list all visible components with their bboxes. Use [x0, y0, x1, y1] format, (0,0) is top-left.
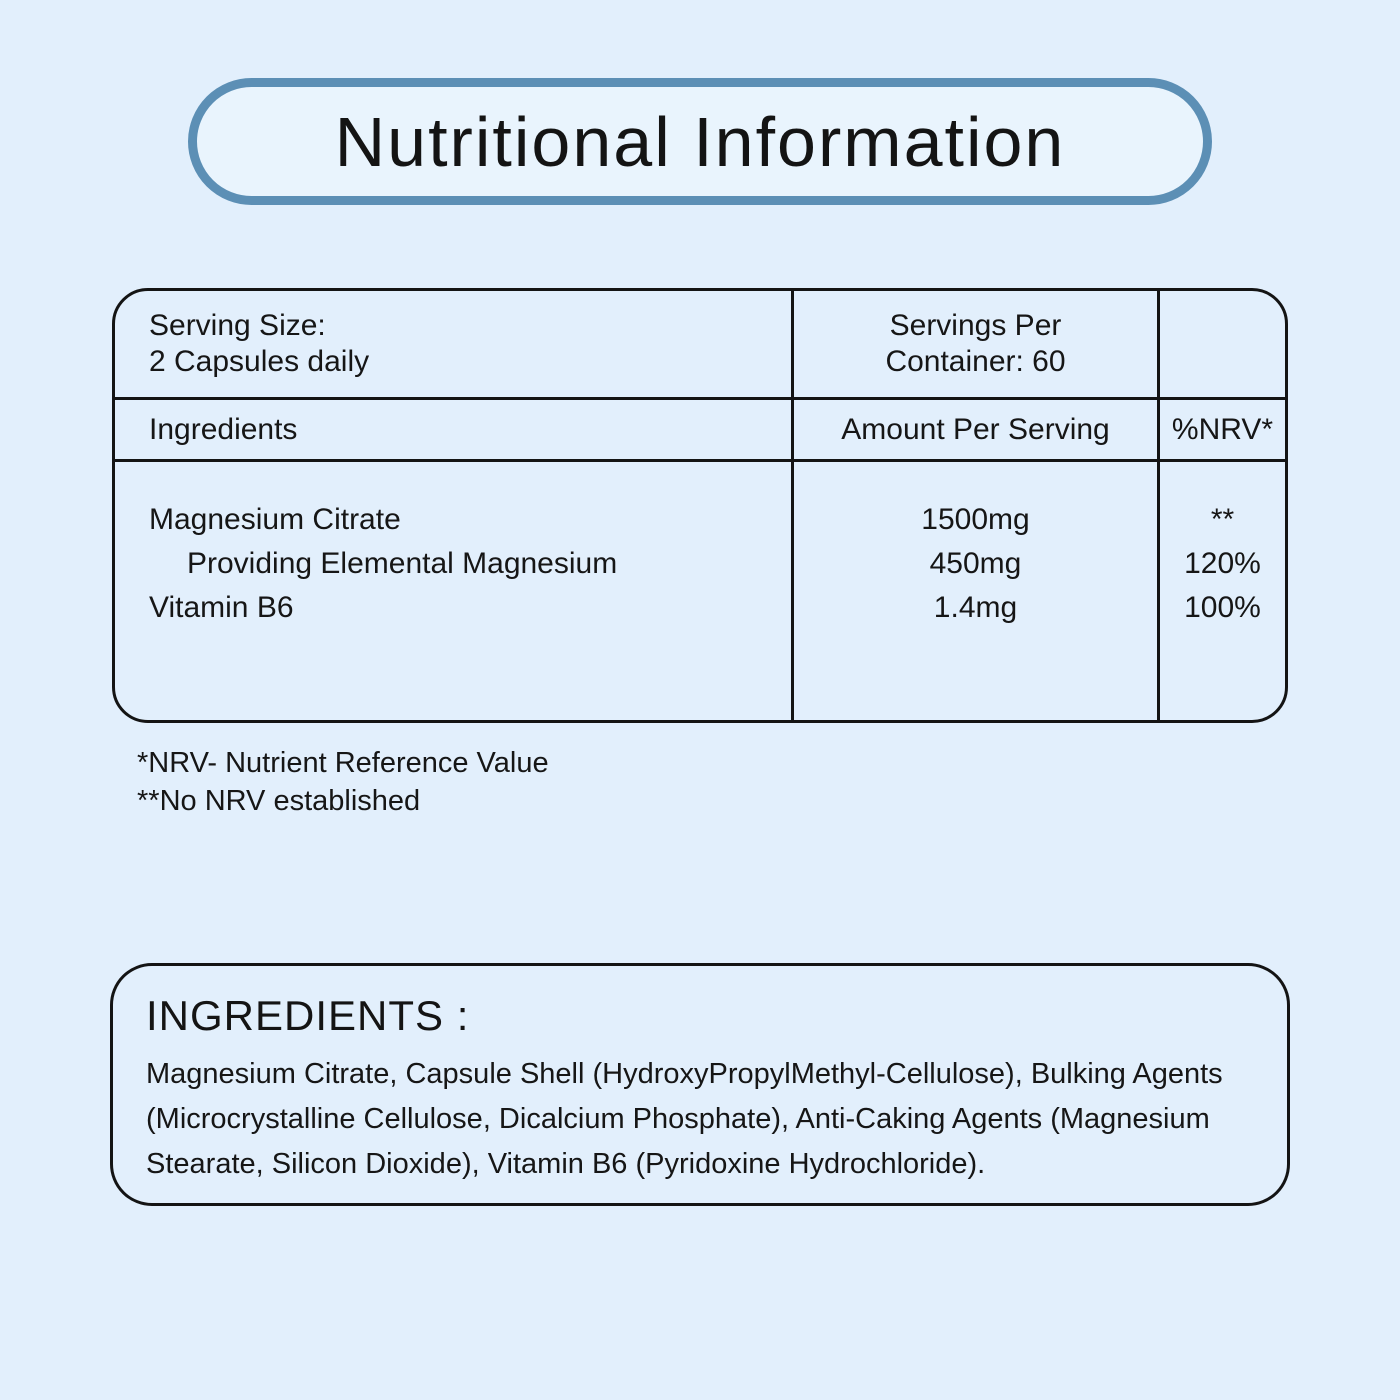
amount-column-header: [794, 400, 1160, 462]
empty-header-cell: [1160, 291, 1285, 400]
nrv-column-header: [1160, 400, 1285, 462]
serving-size-cell: [115, 291, 794, 400]
nrv-header-label: %NRV*: [1171, 412, 1274, 446]
nutrition-facts-table: [112, 288, 1288, 723]
ingredient-name-sub: Providing Elemental Magnesium: [187, 547, 618, 580]
servings-per-line2: Container: 60: [885, 345, 1066, 378]
ingredients-heading: INGREDIENTS :: [146, 992, 470, 1039]
amount-value: 450mg: [929, 547, 1022, 580]
ingredients-column-header: [115, 400, 794, 462]
amount-values-cell: [794, 462, 1160, 720]
footnote-nrv-definition: *NRV- Nutrient Reference Value: [137, 747, 549, 779]
ingredients-list-text: Magnesium Citrate, Capsule Shell (HydroxyPropylMethyl-Cellulose), Bulking Agents (Microcrystalline Cellulose, Dicalcium Phosphate), Anti-Caking Agents (Magnesium Stearate, Silicon Dioxide), Vitamin B6 (Pyridoxine Hydrochloride).: [146, 1058, 1223, 1180]
ingredients-header-label: Ingredients: [149, 412, 298, 446]
nrv-value: **: [1210, 503, 1235, 536]
page-title: Nutritional Information: [334, 102, 1066, 181]
amount-header-label: Amount Per Serving: [841, 412, 1110, 446]
serving-size-value: 2 Capsules daily: [149, 345, 370, 378]
servings-per-line1: Servings Per: [889, 309, 1062, 342]
footnotes: [137, 744, 549, 820]
ingredients-box: [110, 963, 1290, 1206]
nrv-value: 100%: [1184, 591, 1261, 624]
servings-per-container-cell: [794, 291, 1160, 400]
ingredient-name: Magnesium Citrate: [149, 503, 401, 536]
nrv-value: 120%: [1184, 547, 1261, 580]
amount-value: 1.4mg: [933, 591, 1018, 624]
ingredient-name: Vitamin B6: [149, 591, 294, 624]
amount-value: 1500mg: [921, 503, 1030, 536]
ingredient-names-cell: [115, 462, 794, 720]
title-pill: [188, 78, 1212, 205]
footnote-no-nrv: **No NRV established: [137, 785, 421, 817]
nrv-values-cell: [1160, 462, 1285, 720]
serving-size-label: Serving Size:: [149, 309, 326, 342]
